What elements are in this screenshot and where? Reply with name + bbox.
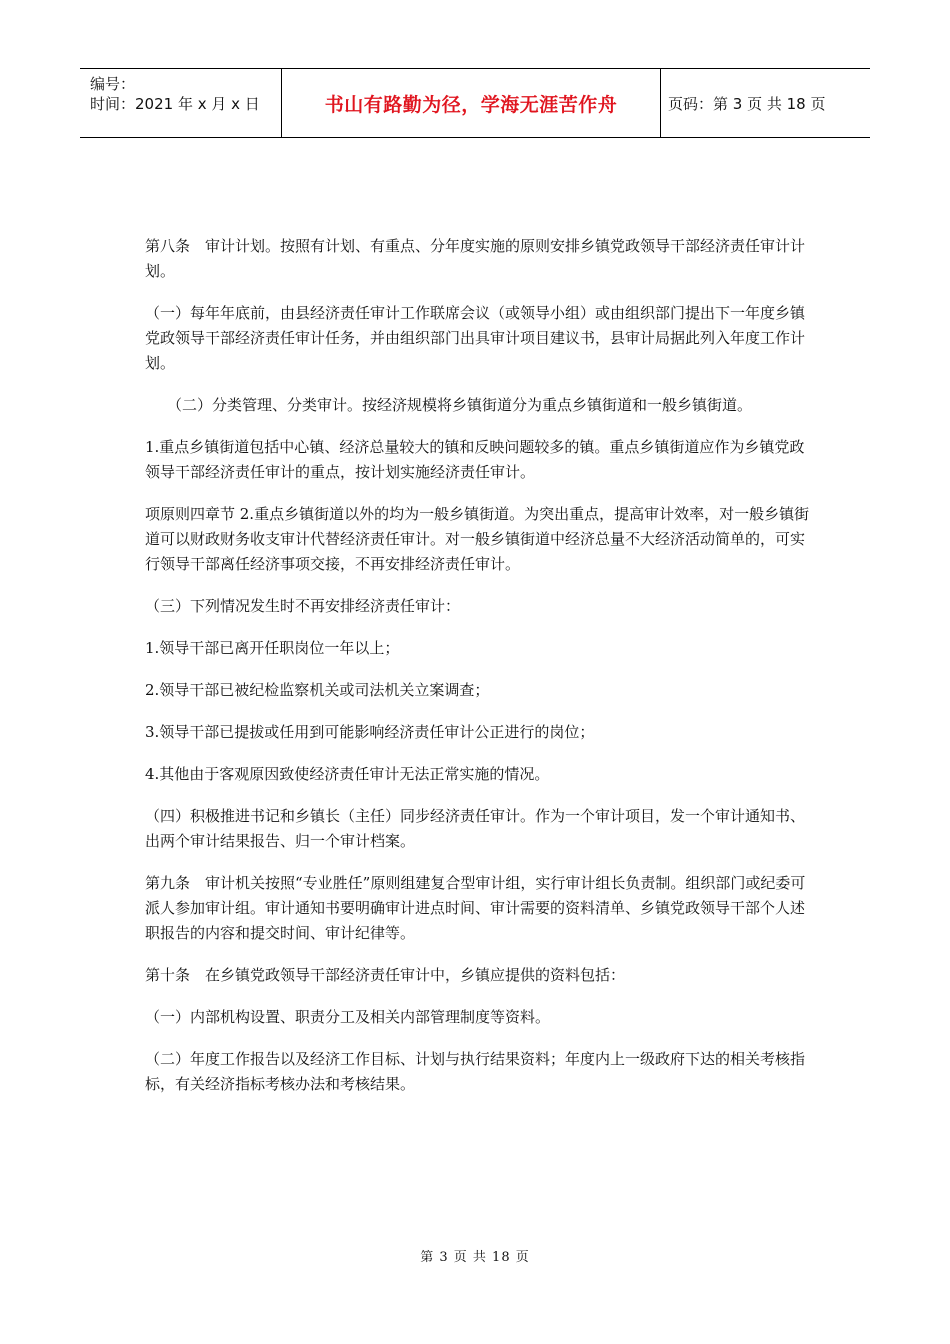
article-10-item-1: （一）内部机构设置、职责分工及相关内部管理制度等资料。: [145, 1008, 551, 1026]
page-footer: 第 3 页 共 18 页: [420, 1250, 530, 1265]
article-10-item-2: （二）年度工作报告以及经济工作目标、计划与执行结果资料；年度内上一级政府下达的相关考核指标，有关经济指标考核办法和考核结果。: [145, 1050, 806, 1093]
article-8-item-3-point-2: 2.领导干部已被纪检监察机关或司法机关立案调查；: [145, 681, 490, 699]
article-8-item-3-point-3: 3.领导干部已提拔或任用到可能影响经济责任审计公正进行的岗位；: [145, 723, 595, 741]
document-date: 时间：2021 年 x 月 x 日: [90, 95, 260, 113]
article-8-item-3-point-1: 1.领导干部已离开任职岗位一年以上；: [145, 639, 400, 657]
article-8-item-1: （一）每年年底前，由县经济责任审计工作联席会议（或领导小组）或由组织部门提出下一年度乡镇党政领导干部经济责任审计任务，并由组织部门出具审计项目建议书，县审计局据此列入年度工作计划。: [145, 304, 806, 372]
article-8-item-2: （二）分类管理、分类审计。按经济规模将乡镇街道分为重点乡镇街道和一般乡镇街道。: [167, 396, 753, 414]
article-8-item-2-point-1: 1.重点乡镇街道包括中心镇、经济总量较大的镇和反映问题较多的镇。重点乡镇街道应作为乡镇党政领导干部经济责任审计的重点，按计划实施经济责任审计。: [145, 438, 805, 481]
header-meta: [80, 69, 280, 137]
page-header: [80, 68, 870, 138]
article-8-item-3-point-4: 4.其他由于客观原因致使经济责任审计无法正常实施的情况。: [145, 765, 550, 783]
article-9: 第九条 审计机关按照“专业胜任”原则组建复合型审计组，实行审计组长负责制。组织部门或纪委可派人参加审计组。审计通知书要明确审计进点时间、审计需要的资料清单、乡镇党政领导干部个人述职报告的内容和提交时间、审计纪律等。: [145, 874, 806, 942]
header-motto: 书山有路勤为径，学海无涯苦作舟: [281, 69, 661, 137]
article-8-item-4: （四）积极推进书记和乡镇长（主任）同步经济责任审计。作为一个审计项目，发一个审计通知书、出两个审计结果报告、归一个审计档案。: [145, 807, 806, 850]
document-number-label: 编号：: [90, 75, 136, 93]
article-8-item-3: （三）下列情况发生时不再安排经济责任审计：: [145, 597, 461, 615]
article-8: 第八条 审计计划。按照有计划、有重点、分年度实施的原则安排乡镇党政领导干部经济责任审计计划。: [145, 237, 806, 280]
article-10: 第十条 在乡镇党政领导干部经济责任审计中，乡镇应提供的资料包括：: [145, 966, 626, 984]
header-page-info: 页码：第 3 页 共 18 页: [668, 94, 826, 113]
document-body: [145, 234, 810, 1114]
article-8-item-2-point-2: 项原则四章节 2.重点乡镇街道以外的均为一般乡镇街道。为突出重点，提高审计效率，对一般乡镇街道可以财政财务收支审计代替经济责任审计。对一般乡镇街道中经济总量不大经济活动简单的，可实行领导干部离任经济事项交接，不再安排经济责任审计。: [145, 505, 810, 573]
